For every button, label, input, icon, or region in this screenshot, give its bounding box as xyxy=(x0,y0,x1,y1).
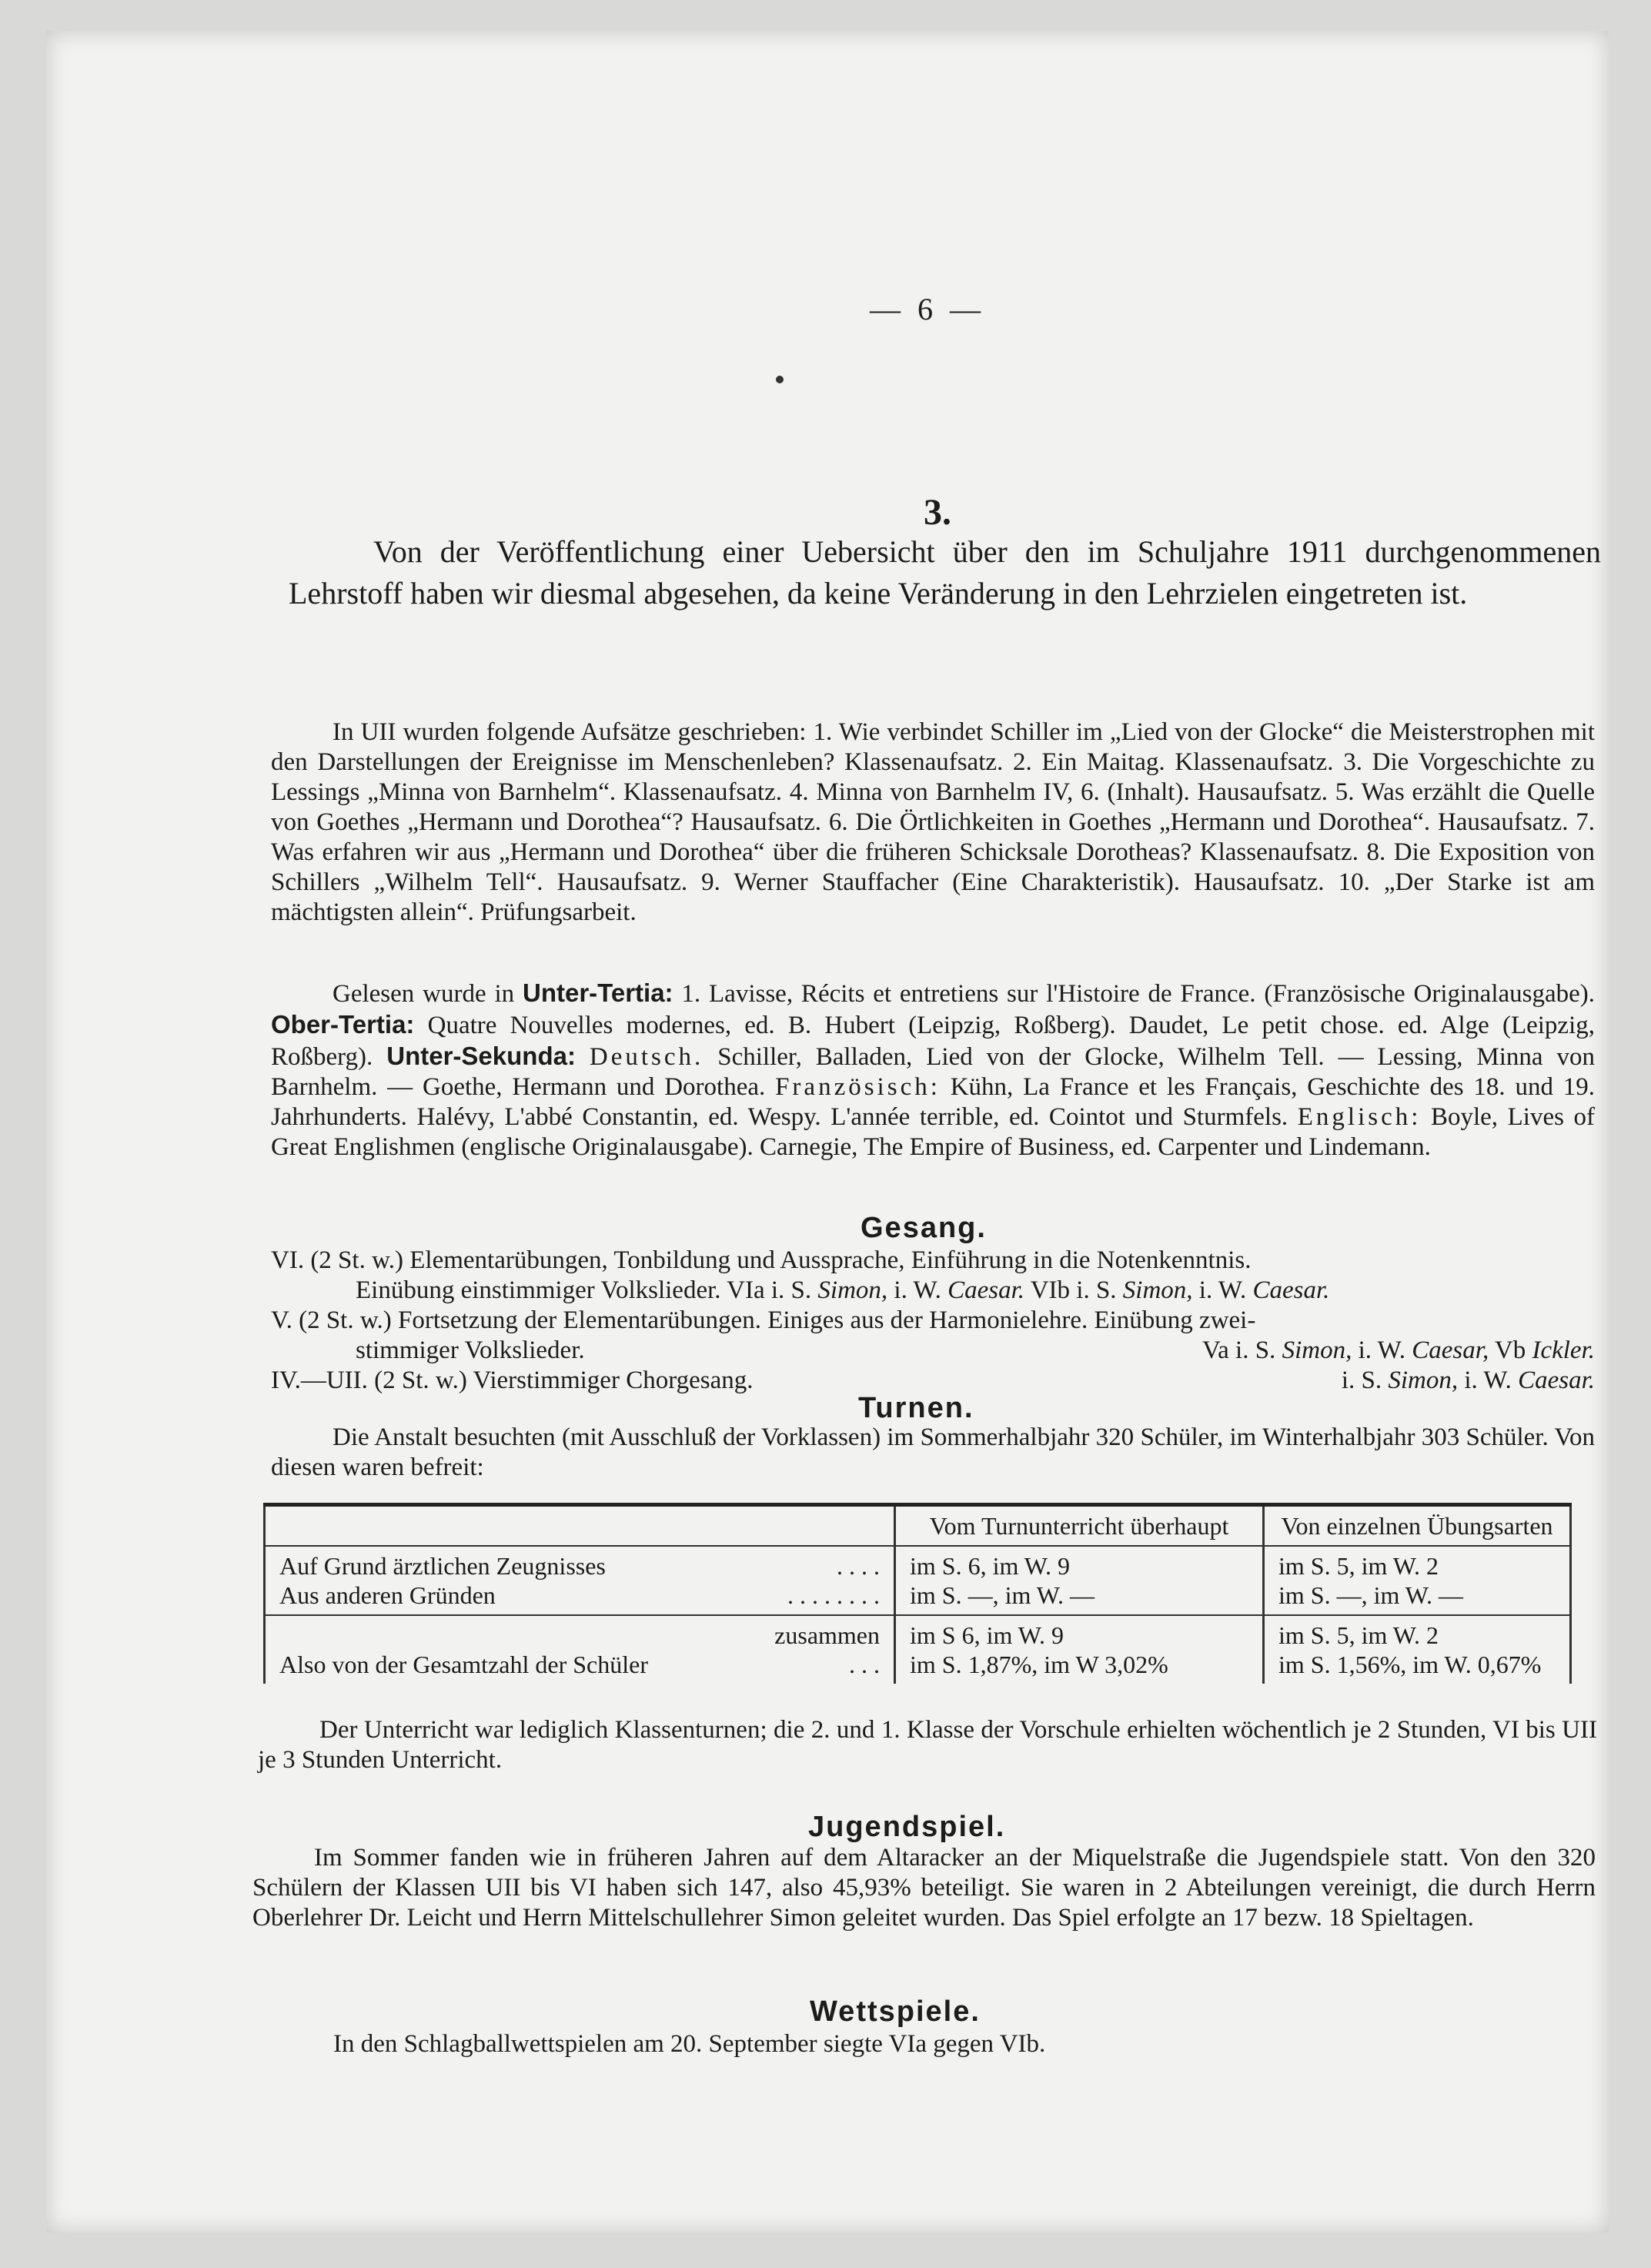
cell-other-partial: im S. —, im W. — xyxy=(1278,1581,1464,1609)
table-row xyxy=(265,1615,1571,1684)
label-zusammen: zusammen xyxy=(774,1621,880,1649)
gesang-va-summer: Va i. S. xyxy=(1201,1336,1276,1364)
reading-franzoesisch: Kühn, La France et les Français, Geschichte des 18. und 19. Jahrhunderts. Halévy, L'abbé Constantin, ed. Wespy. L'année terrible, ed. Cointot und Sturmfels. xyxy=(271,1073,1596,1131)
teacher-simon: Simon, xyxy=(1388,1366,1459,1394)
reading-paragraph xyxy=(271,978,1595,1162)
cell-sum-partial: im S. 5, im W. 2 xyxy=(1278,1621,1439,1649)
gesang-vib-winter: i. W. xyxy=(1198,1276,1247,1304)
gesang-vb: Vb xyxy=(1494,1336,1526,1364)
gesang-vi-winter: i. W. xyxy=(894,1276,941,1304)
teacher-simon: Simon, xyxy=(1282,1336,1352,1364)
table-header-partial: Von einzelnen Übungsarten xyxy=(1264,1505,1571,1547)
label-franzoesisch: Französisch: xyxy=(775,1073,941,1101)
gesang-section xyxy=(271,1246,1595,1396)
essays-paragraph xyxy=(271,718,1595,928)
jugendspiel-text: Im Sommer fanden wie in früheren Jahren auf dem Altaracker an der Miquelstraße die Jugendspiele statt. Von den 320 Schülern der Klassen UII bis VI haben sich 147, also 45,93% beteiligt. Sie waren in 2 Abteilungen vereinigt, die durch Herrn Oberlehrer Dr. Leicht und Herrn Mittelschullehrer Simon geleitet wurden. Das Spiel erfolgte an 17 bezw. 18 Spieltagen. xyxy=(252,1844,1596,1932)
gesang-v-line1: V. (2 St. w.) Fortsetzung der Elementarübungen. Einiges aus der Harmonielehre. Einübung zwei- xyxy=(271,1306,1256,1334)
cell-medical-overall: im S. 6, im W. 9 xyxy=(910,1552,1071,1580)
table-cell-partial xyxy=(1264,1615,1571,1684)
table-row-label xyxy=(265,1546,895,1615)
teacher-simon: Simon, xyxy=(1122,1276,1193,1304)
leader-dots: . . . . xyxy=(837,1552,880,1580)
table-header-row xyxy=(265,1505,1571,1547)
gesang-vi-line1: VI. (2 St. w.) Elementarübungen, Tonbildung und Aussprache, Einführung in die Notenkenntnis. xyxy=(271,1246,1252,1274)
row-label-total: Also von der Gesamtzahl der Schüler xyxy=(279,1651,648,1678)
heading-gesang: Gesang. xyxy=(861,1212,987,1244)
page-number: — 6 — xyxy=(870,292,985,326)
wettspiele-text: In den Schlagballwettspielen am 20. September siegte VIa gegen VIb. xyxy=(333,2030,1046,2058)
teacher-caesar: Caesar. xyxy=(1518,1366,1595,1394)
intro-paragraph xyxy=(289,531,1601,614)
cell-other-overall: im S. —, im W. — xyxy=(910,1581,1095,1609)
label-ober-tertia: Ober-Tertia: xyxy=(271,1010,415,1039)
leader-dots: . . . . . . . . xyxy=(787,1581,880,1609)
table-row-label xyxy=(265,1615,895,1684)
jugendspiel-paragraph xyxy=(252,1843,1596,1933)
gesang-va-winter: i. W. xyxy=(1358,1336,1406,1364)
reading-unter-tertia: 1. Lavisse, Récits et entretiens sur l'Histoire de France. (Französische Originalausgabe). xyxy=(681,980,1596,1008)
gesang-vib-summer: VIb i. S. xyxy=(1030,1276,1117,1304)
gesang-iv-winter: i. W. xyxy=(1464,1366,1512,1394)
intro-text: Von der Veröffentlichung einer Uebersicht über den im Schuljahre 1911 durchgenommenen Lehrstoff haben wir diesmal abgesehen, da keine Veränderung in den Lehrzielen eingetreten ist. xyxy=(289,534,1601,610)
reading-englisch: Boyle, Lives of Great Englishmen (englische Originalausgabe). Carnegie, The Empire of Business, ed. Carpenter und Lindemann. xyxy=(271,1103,1596,1161)
cell-medical-partial: im S. 5, im W. 2 xyxy=(1278,1552,1439,1580)
table-cell-overall xyxy=(895,1615,1264,1684)
row-label-other: Aus anderen Gründen xyxy=(279,1581,496,1609)
gesang-iv-text: IV.—UII. (2 St. w.) Vierstimmiger Chorgesang. xyxy=(271,1366,754,1394)
teacher-caesar: Caesar. xyxy=(947,1276,1025,1304)
table-header-overall: Vom Turnunterricht überhaupt xyxy=(895,1505,1264,1547)
heading-jugendspiel: Jugendspiel. xyxy=(808,1811,1006,1843)
label-unter-tertia: Unter-Tertia: xyxy=(522,978,673,1007)
cell-percent-overall: im S. 1,87%, im W 3,02% xyxy=(910,1651,1168,1678)
table-cell-partial xyxy=(1264,1546,1571,1615)
heading-wettspiele: Wettspiele. xyxy=(810,1995,981,2028)
leader-dots: . . . xyxy=(849,1651,880,1678)
cell-percent-partial: im S. 1,56%, im W. 0,67% xyxy=(1278,1651,1542,1678)
turnen-after-text: Der Unterricht war lediglich Klassenturnen; die 2. und 1. Klasse der Vorschule erhielten wöchentlich je 2 Stunden, VI bis UII je 3 Stunden Unterricht. xyxy=(258,1716,1597,1774)
gesang-iv-summer: i. S. xyxy=(1341,1366,1382,1394)
reading-intro: Gelesen wurde in xyxy=(333,980,515,1008)
teacher-caesar: Caesar. xyxy=(1252,1276,1330,1304)
turnen-after-paragraph xyxy=(258,1715,1597,1775)
label-deutsch: Deutsch. xyxy=(589,1043,704,1071)
gesang-v-text: stimmiger Volkslieder. xyxy=(356,1336,585,1364)
teacher-ickler: Ickler. xyxy=(1532,1336,1595,1364)
turnen-paragraph xyxy=(271,1423,1595,1483)
table-header-empty xyxy=(265,1505,895,1547)
gesang-v-line2 xyxy=(271,1336,1595,1366)
heading-turnen: Turnen. xyxy=(858,1392,974,1424)
label-unter-sekunda: Unter-Sekunda: xyxy=(386,1042,576,1070)
gesang-vi-text: Einübung einstimmiger Volkslieder. VIa i. S. xyxy=(356,1276,812,1304)
reading-ober-tertia: Quatre Nouvelles modernes, ed. B. Hubert (Leipzig, Roßberg). Daudet, Le petit chose. ed. Alge (Leipzig, Roßberg). xyxy=(271,1012,1595,1071)
label-englisch: Englisch: xyxy=(1297,1103,1422,1131)
teacher-caesar: Caesar, xyxy=(1412,1336,1489,1364)
row-label-medical: Auf Grund ärztlichen Zeugnisses xyxy=(279,1552,606,1580)
turnen-text: Die Anstalt besuchten (mit Ausschluß der Vorklassen) im Sommerhalbjahr 320 Schüler, im Winterhalbjahr 303 Schüler. Von diesen waren befreit: xyxy=(271,1423,1595,1481)
teacher-simon: Simon, xyxy=(817,1276,888,1304)
ink-dot xyxy=(776,376,784,383)
gesang-vi-line2 xyxy=(271,1276,1595,1306)
reading-deutsch: Schiller, Balladen, Lied von der Glocke, Wilhelm Tell. — Lessing, Minna von Barnhelm. — Goethe, Hermann und Dorothea. xyxy=(271,1043,1596,1101)
exemption-table xyxy=(263,1503,1572,1684)
table-cell-overall xyxy=(895,1546,1264,1615)
essays-text: In UII wurden folgende Aufsätze geschrieben: 1. Wie verbindet Schiller im „Lied von der Glocke“ die Meisterstrophen mit den Darstellungen der Ereignisse im Menschenleben? Klassenaufsatz. 2. Ein Maitag. Klassenaufsatz. 3. Die Vorgeschichte zu Lessings „Minna von Barnhelm“. Klassenaufsatz. 4. Minna von Barnhelm IV, 6. (Inhalt). Hausaufsatz. 5. Was erzählt die Quelle von Goethes „Hermann und Dorothea“? Hausaufsatz. 6. Die Örtlichkeiten in Goethes „Hermann und Dorothea“. Hausaufsatz. 7. Was erfahren wir aus „Hermann und Dorothea“ über die früheren Schicksale Dorotheas? Klassenaufsatz. 8. Die Exposition von Schillers „Wilhelm Tell“. Hausaufsatz. 9. Werner Stauffacher (Eine Charakteristik). Hausaufsatz. 10. „Der Starke ist am mächtigsten allein“. Prüfungsarbeit. xyxy=(271,718,1595,926)
table-row xyxy=(265,1546,1571,1615)
section-number: 3. xyxy=(924,492,951,533)
cell-sum-overall: im S 6, im W. 9 xyxy=(910,1621,1064,1649)
